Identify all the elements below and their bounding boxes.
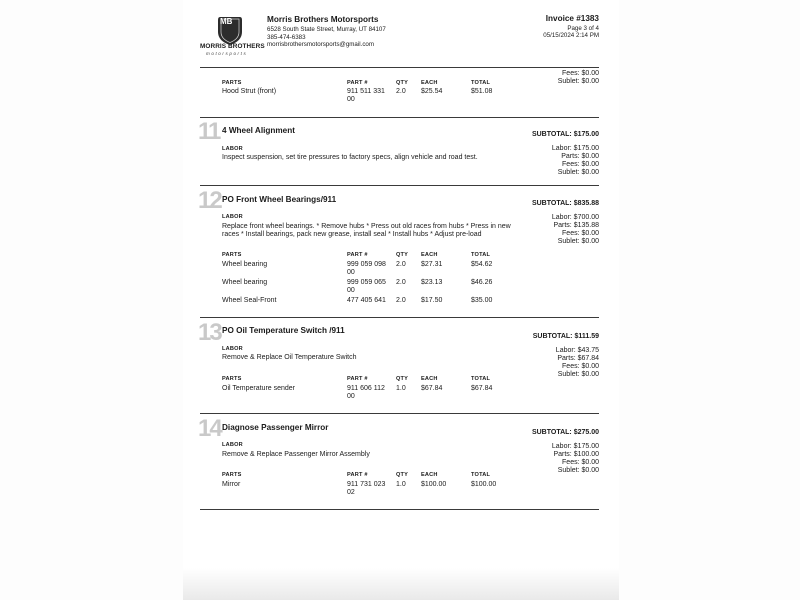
invoice-datetime: 05/15/2024 2:14 PM (543, 32, 599, 39)
part-total: $67.84 (471, 385, 493, 392)
part-each: $100.00 (421, 481, 447, 488)
part-total: $35.00 (471, 297, 493, 304)
divider (200, 67, 599, 68)
sublet-summary: Sublet: $0.00 (557, 371, 599, 378)
divider (200, 317, 599, 318)
part-qty: 1.0 (396, 481, 406, 488)
part-total: $51.08 (471, 88, 493, 95)
scan-margin-left (0, 0, 183, 600)
sublet-summary: Sublet: $0.00 (557, 467, 599, 474)
parts-header: PARTS (222, 80, 242, 86)
part-name: Oil Temperature sender (222, 385, 296, 392)
company-phone: 385-474-6383 (267, 34, 306, 41)
labor-summary: Labor: $700.00 (551, 214, 599, 221)
labor-description: Remove & Replace Oil Temperature Switch (222, 354, 357, 361)
company-address: 6528 South State Street, Murray, UT 84107 (267, 26, 386, 33)
sublet-summary: Sublet: $0.00 (557, 78, 599, 85)
part-name: Mirror (222, 481, 241, 488)
fees-summary: Fees: $0.00 (562, 363, 599, 370)
parts-header: PARTS (222, 252, 242, 258)
each-header: EACH (421, 80, 438, 86)
qty-header: QTY (396, 252, 409, 258)
parts-summary: Parts: $0.00 (561, 153, 599, 160)
divider (200, 117, 599, 118)
scan-margin-right (619, 0, 800, 600)
part-name: Wheel bearing (222, 261, 268, 268)
part-name: Hood Strut (front) (222, 88, 277, 95)
section-number: 11 (198, 118, 220, 145)
part-total: $46.26 (471, 279, 493, 286)
section-subtotal: SUBTOTAL: $835.88 (531, 200, 599, 207)
sublet-summary: Sublet: $0.00 (557, 169, 599, 176)
part-number: 911 511 331 (347, 88, 385, 95)
labor-description-cont: races * Install bearings, pack new grease, install seal * Install hubs * Adjust pre-load (222, 231, 482, 238)
labor-description: Inspect suspension, set tire pressures to factory specs, align vehicle and road test. (222, 154, 478, 161)
part-no-header: PART # (347, 252, 368, 258)
part-each: $25.54 (421, 88, 443, 95)
section-number: 14 (198, 415, 221, 442)
labor-header: LABOR (222, 346, 243, 352)
part-qty: 2.0 (396, 261, 406, 268)
qty-header: QTY (396, 376, 409, 382)
company-email: morrisbrothersmotorsports@gmail.com (267, 41, 375, 48)
labor-description: Replace front wheel bearings. * Remove hubs * Press out old races from hubs * Press in new (222, 223, 511, 230)
labor-header: LABOR (222, 146, 243, 152)
section-subtotal: SUBTOTAL: $111.59 (532, 333, 599, 340)
section-title: 4 Wheel Alignment (222, 126, 295, 135)
divider (200, 509, 599, 510)
parts-summary: Parts: $100.00 (553, 451, 599, 458)
part-no-header: PART # (347, 472, 368, 478)
invoice-title: Invoice #1383 (545, 14, 599, 23)
section-title: Diagnose Passenger Mirror (222, 423, 329, 432)
parts-header: PARTS (222, 472, 242, 478)
each-header: EACH (421, 472, 438, 478)
labor-description: Remove & Replace Passenger Mirror Assembly (222, 451, 370, 458)
section-title: PO Front Wheel Bearings/911 (222, 195, 337, 204)
labor-header: LABOR (222, 214, 243, 220)
each-header: EACH (421, 252, 438, 258)
part-number-suffix: 00 (347, 96, 355, 103)
part-number-suffix: 00 (347, 393, 355, 400)
section-subtotal: SUBTOTAL: $175.00 (531, 131, 599, 138)
part-name: Wheel Seal-Front (222, 297, 277, 304)
section-number: 12 (198, 187, 221, 214)
part-total: $100.00 (471, 481, 497, 488)
part-each: $27.31 (421, 261, 443, 268)
labor-header: LABOR (222, 442, 243, 448)
total-header: TOTAL (471, 376, 491, 382)
part-qty: 2.0 (396, 297, 406, 304)
scan-bottom-edge (183, 568, 619, 600)
parts-summary: Parts: $135.88 (553, 222, 599, 229)
sublet-summary: Sublet: $0.00 (557, 238, 599, 245)
qty-header: QTY (396, 472, 409, 478)
fees-summary: Fees: $0.00 (562, 161, 599, 168)
divider (200, 413, 599, 414)
fees-summary: Fees: $0.00 (562, 230, 599, 237)
part-number: 911 731 023 (347, 481, 386, 488)
part-number: 911 606 112 (347, 385, 385, 392)
total-header: TOTAL (471, 252, 491, 258)
section-number: 13 (198, 319, 221, 346)
part-number-suffix: 02 (347, 489, 355, 496)
section-subtotal: SUBTOTAL: $275.00 (531, 429, 599, 436)
section-title: PO Oil Temperature Switch /911 (222, 326, 345, 335)
fees-summary: Fees: $0.00 (562, 459, 599, 466)
total-header: TOTAL (471, 472, 491, 478)
part-number-suffix: 00 (347, 269, 355, 276)
parts-header: PARTS (222, 376, 242, 382)
total-header: TOTAL (471, 80, 491, 86)
each-header: EACH (421, 376, 438, 382)
labor-summary: Labor: $175.00 (551, 145, 599, 152)
logo-name: MORRIS BROTHERS (200, 43, 265, 50)
part-number-suffix: 00 (347, 287, 355, 294)
part-each: $67.84 (421, 385, 443, 392)
part-each: $23.13 (421, 279, 443, 286)
invoice-page-number: Page 3 of 4 (567, 25, 599, 32)
qty-header: QTY (396, 80, 409, 86)
labor-summary: Labor: $43.75 (555, 347, 599, 354)
part-number: 999 059 098 (347, 261, 386, 268)
labor-summary: Labor: $175.00 (551, 443, 599, 450)
company-name: Morris Brothers Motorsports (267, 15, 379, 24)
logo-subtitle: motorsports (206, 51, 248, 56)
part-number: 477 405 641 (347, 297, 386, 304)
part-qty: 2.0 (396, 279, 406, 286)
fees-summary: Fees: $0.00 (562, 70, 599, 77)
divider (200, 185, 599, 186)
part-each: $17.50 (421, 297, 443, 304)
part-number: 999 059 065 (347, 279, 386, 286)
part-no-header: PART # (347, 80, 368, 86)
part-qty: 2.0 (396, 88, 406, 95)
part-total: $54.62 (471, 261, 493, 268)
part-name: Wheel bearing (222, 279, 268, 286)
logo-initials: MB (220, 17, 233, 26)
part-no-header: PART # (347, 376, 368, 382)
part-qty: 1.0 (396, 385, 406, 392)
parts-summary: Parts: $67.84 (557, 355, 599, 362)
